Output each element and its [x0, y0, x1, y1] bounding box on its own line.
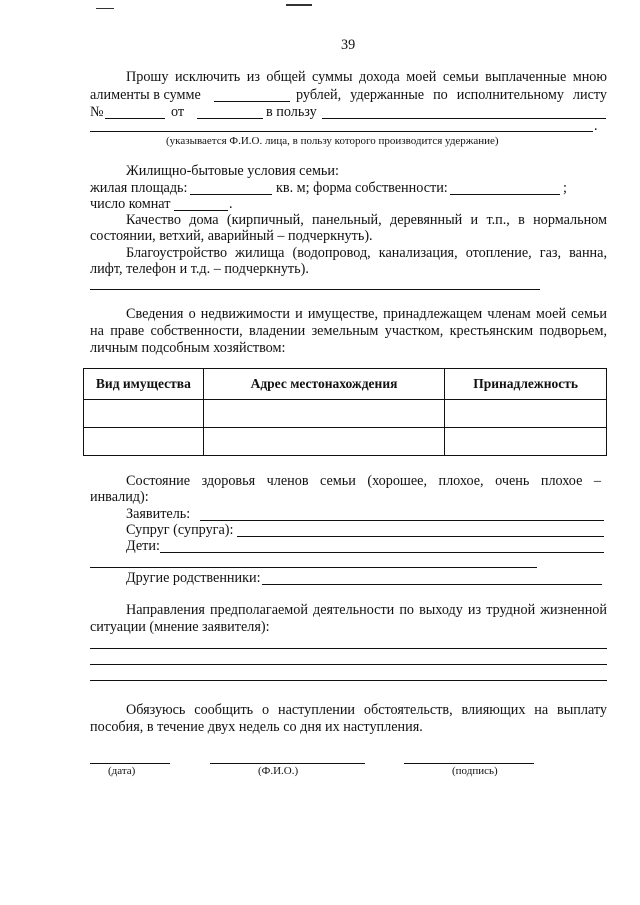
- full-name-field[interactable]: [210, 763, 365, 764]
- alimony-line-3b: от: [171, 104, 185, 120]
- column-header-address: Адрес местонахождения: [203, 369, 444, 400]
- date-caption: (дата): [108, 765, 136, 777]
- alimony-line-1: Прошу исключить из общей суммы дохода моей семьи выплаченные мною: [126, 69, 607, 85]
- ownership-form-field[interactable]: [450, 194, 560, 195]
- table-cell[interactable]: [84, 428, 204, 456]
- alimony-line-3c: в пользу: [266, 104, 317, 120]
- signature-field[interactable]: [404, 763, 534, 764]
- beneficiary-field-2[interactable]: [90, 131, 593, 132]
- spouse-health-field[interactable]: [237, 536, 604, 537]
- spouse-label: Супруг (супруга):: [126, 522, 234, 538]
- table-cell[interactable]: [445, 428, 607, 456]
- living-area-label: жилая площадь:: [90, 180, 188, 196]
- writ-date-field[interactable]: [197, 118, 263, 119]
- scan-mark: [96, 8, 114, 9]
- rooms-label: число комнат: [90, 196, 171, 212]
- directions-line-1: Направления предполагаемой деятельности по выходу из трудной жизненной: [126, 602, 607, 618]
- alimony-line-2a: алименты в сумме: [90, 87, 201, 103]
- table-cell[interactable]: [84, 400, 204, 428]
- children-health-field[interactable]: [160, 552, 604, 553]
- obligation-line-1: Обязуюсь сообщить о наступлении обстоятельств, влияющих на выплату: [126, 702, 607, 718]
- living-area-field[interactable]: [190, 194, 272, 195]
- living-area-unit: кв. м; форма собственности:: [276, 180, 448, 196]
- children-health-field-2[interactable]: [90, 567, 537, 568]
- page-number: 39: [341, 37, 356, 53]
- alimony-sum-field[interactable]: [214, 101, 290, 102]
- full-name-caption: (Ф.И.О.): [258, 765, 299, 777]
- signature-caption: (подпись): [452, 765, 498, 777]
- rooms-dot: .: [229, 196, 233, 212]
- relatives-health-field[interactable]: [262, 584, 602, 585]
- health-line-1: Состояние здоровья членов семьи (хорошее, плохое, очень плохое –: [126, 473, 601, 489]
- relatives-label: Другие родственники:: [126, 570, 261, 586]
- ownership-semicolon: ;: [563, 180, 567, 196]
- table-header-row: [84, 369, 607, 400]
- beneficiary-field[interactable]: [322, 118, 606, 119]
- property-table: [83, 368, 607, 456]
- table-row: [84, 428, 607, 456]
- directions-field-2[interactable]: [90, 664, 607, 665]
- table-cell[interactable]: [203, 428, 444, 456]
- housing-notes-field[interactable]: [90, 289, 540, 290]
- applicant-label: Заявитель:: [126, 506, 191, 522]
- writ-number-field[interactable]: [105, 118, 165, 119]
- applicant-health-field[interactable]: [200, 520, 604, 521]
- column-header-owner: Принадлежность: [445, 369, 607, 400]
- housing-title: Жилищно-бытовые условия семьи:: [126, 163, 339, 179]
- column-header-type: Вид имущества: [84, 369, 204, 400]
- property-intro-2: на праве собственности, владении земельным участком, крестьянским подворьем,: [90, 323, 607, 339]
- house-quality-line-1: Качество дома (кирпичный, панельный, деревянный и т.п., в нормальном: [126, 212, 607, 228]
- directions-field-3[interactable]: [90, 680, 607, 681]
- property-intro-1: Сведения о недвижимости и имуществе, принадлежащем членам моей семьи: [126, 306, 607, 322]
- scan-mark: [286, 4, 312, 6]
- table-cell[interactable]: [203, 400, 444, 428]
- property-intro-3: личным подсобным хозяйством:: [90, 340, 286, 356]
- alimony-line-2b: рублей, удержанные по исполнительному листу: [296, 87, 607, 103]
- alimony-line-3a: №: [90, 104, 104, 120]
- children-label: Дети:: [126, 538, 160, 554]
- amenities-line-2: лифт, телефон и т.д. – подчеркнуть).: [90, 261, 309, 277]
- amenities-line-1: Благоустройство жилища (водопровод, канализация, отопление, газ, ванна,: [126, 245, 607, 261]
- date-field[interactable]: [90, 763, 170, 764]
- directions-field-1[interactable]: [90, 648, 607, 649]
- house-quality-line-2: состоянии, ветхий, аварийный – подчеркнуть).: [90, 228, 373, 244]
- alimony-dot: .: [594, 118, 598, 134]
- obligation-line-2: пособия, в течение двух недель со дня их наступления.: [90, 719, 423, 735]
- health-line-2: инвалид):: [90, 489, 149, 505]
- table-cell[interactable]: [445, 400, 607, 428]
- table-row: [84, 400, 607, 428]
- rooms-field[interactable]: [174, 210, 228, 211]
- directions-line-2: ситуации (мнение заявителя):: [90, 619, 270, 635]
- alimony-hint: (указывается Ф.И.О. лица, в пользу которого производится удержание): [166, 135, 499, 147]
